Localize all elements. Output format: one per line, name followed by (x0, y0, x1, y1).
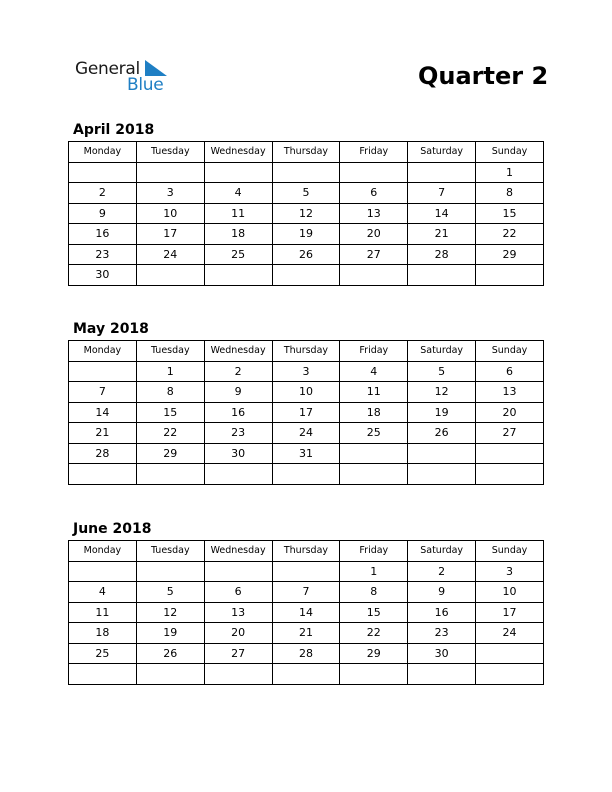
day-cell: 16 (204, 402, 272, 423)
week-row (69, 464, 544, 485)
day-cell (272, 561, 340, 582)
day-cell (136, 464, 204, 485)
day-cell: 1 (476, 162, 544, 183)
day-cell: 26 (136, 643, 204, 664)
calendar-table (68, 540, 544, 685)
day-cell: 11 (340, 382, 408, 403)
day-cell: 29 (476, 244, 544, 265)
day-cell: 6 (340, 183, 408, 204)
day-cell (69, 361, 137, 382)
month-title: June 2018 (73, 521, 152, 537)
weekday-header-row (69, 341, 544, 362)
day-cell: 27 (476, 423, 544, 444)
day-cell (204, 664, 272, 685)
day-cell (136, 664, 204, 685)
day-cell: 17 (272, 402, 340, 423)
day-cell: 9 (204, 382, 272, 403)
day-cell: 22 (340, 623, 408, 644)
day-cell: 25 (204, 244, 272, 265)
day-cell: 11 (69, 602, 137, 623)
day-cell: 23 (69, 244, 137, 265)
day-cell (476, 664, 544, 685)
day-cell: 30 (69, 265, 137, 286)
day-cell (204, 561, 272, 582)
day-cell: 13 (476, 382, 544, 403)
day-cell: 20 (204, 623, 272, 644)
day-cell: 3 (136, 183, 204, 204)
week-row (69, 162, 544, 183)
week-row (69, 183, 544, 204)
weekday-header: Saturday (408, 142, 476, 163)
weekday-header: Wednesday (204, 142, 272, 163)
weekday-header: Monday (69, 142, 137, 163)
day-cell (476, 443, 544, 464)
day-cell: 13 (204, 602, 272, 623)
day-cell (476, 643, 544, 664)
weekday-header: Wednesday (204, 341, 272, 362)
day-cell: 17 (136, 224, 204, 245)
day-cell: 10 (476, 582, 544, 603)
week-row (69, 265, 544, 286)
day-cell: 3 (476, 561, 544, 582)
day-cell: 29 (136, 443, 204, 464)
weekday-header: Saturday (408, 541, 476, 562)
day-cell: 24 (476, 623, 544, 644)
logo-text-general: General (75, 59, 140, 79)
day-cell: 24 (136, 244, 204, 265)
day-cell (204, 464, 272, 485)
week-row (69, 582, 544, 603)
week-row (69, 361, 544, 382)
weekday-header: Thursday (272, 541, 340, 562)
day-cell: 4 (340, 361, 408, 382)
weekday-header: Tuesday (136, 541, 204, 562)
day-cell: 6 (476, 361, 544, 382)
day-cell (408, 162, 476, 183)
day-cell: 27 (204, 643, 272, 664)
day-cell: 31 (272, 443, 340, 464)
day-cell: 3 (272, 361, 340, 382)
week-row (69, 402, 544, 423)
day-cell: 28 (408, 244, 476, 265)
day-cell (340, 265, 408, 286)
weekday-header: Saturday (408, 341, 476, 362)
weekday-header: Friday (340, 142, 408, 163)
day-cell: 23 (408, 623, 476, 644)
day-cell: 1 (136, 361, 204, 382)
day-cell: 5 (408, 361, 476, 382)
week-row (69, 664, 544, 685)
day-cell: 10 (272, 382, 340, 403)
day-cell (340, 443, 408, 464)
day-cell: 28 (69, 443, 137, 464)
page-title: Quarter 2 (418, 62, 549, 90)
day-cell: 4 (204, 183, 272, 204)
weekday-header: Wednesday (204, 541, 272, 562)
day-cell: 7 (408, 183, 476, 204)
weekday-header-row (69, 142, 544, 163)
day-cell (69, 464, 137, 485)
generalblue-logo (75, 57, 175, 93)
day-cell: 5 (136, 582, 204, 603)
day-cell: 8 (476, 183, 544, 204)
day-cell: 30 (204, 443, 272, 464)
weekday-header: Monday (69, 541, 137, 562)
day-cell: 10 (136, 203, 204, 224)
day-cell (136, 162, 204, 183)
day-cell (69, 162, 137, 183)
weekday-header: Friday (340, 541, 408, 562)
week-row (69, 203, 544, 224)
weekday-header-row (69, 541, 544, 562)
day-cell: 16 (408, 602, 476, 623)
day-cell: 26 (408, 423, 476, 444)
month-title: May 2018 (73, 321, 149, 337)
day-cell: 2 (204, 361, 272, 382)
day-cell (340, 162, 408, 183)
day-cell: 28 (272, 643, 340, 664)
day-cell (340, 664, 408, 685)
day-cell (136, 561, 204, 582)
month-june (68, 518, 544, 685)
week-row (69, 423, 544, 444)
day-cell: 15 (136, 402, 204, 423)
weekday-header: Sunday (476, 541, 544, 562)
day-cell (408, 664, 476, 685)
weekday-header: Tuesday (136, 142, 204, 163)
day-cell: 12 (408, 382, 476, 403)
day-cell (69, 561, 137, 582)
day-cell: 12 (136, 602, 204, 623)
calendar-table (68, 141, 544, 286)
day-cell (204, 162, 272, 183)
week-row (69, 561, 544, 582)
day-cell: 22 (136, 423, 204, 444)
day-cell (340, 464, 408, 485)
day-cell: 20 (476, 402, 544, 423)
day-cell: 18 (69, 623, 137, 644)
day-cell: 22 (476, 224, 544, 245)
day-cell: 30 (408, 643, 476, 664)
day-cell: 15 (340, 602, 408, 623)
week-row (69, 224, 544, 245)
day-cell: 7 (69, 382, 137, 403)
day-cell: 14 (272, 602, 340, 623)
day-cell: 19 (272, 224, 340, 245)
month-may (68, 318, 544, 485)
day-cell: 20 (340, 224, 408, 245)
day-cell: 9 (69, 203, 137, 224)
weekday-header: Thursday (272, 341, 340, 362)
calendar-table (68, 340, 544, 485)
day-cell: 23 (204, 423, 272, 444)
day-cell: 14 (69, 402, 137, 423)
day-cell: 2 (69, 183, 137, 204)
day-cell: 7 (272, 582, 340, 603)
weekday-header: Sunday (476, 341, 544, 362)
day-cell: 8 (340, 582, 408, 603)
day-cell (408, 443, 476, 464)
day-cell: 29 (340, 643, 408, 664)
day-cell: 1 (340, 561, 408, 582)
day-cell: 27 (340, 244, 408, 265)
logo-text-blue: Blue (127, 75, 164, 95)
day-cell: 25 (69, 643, 137, 664)
weekday-header: Monday (69, 341, 137, 362)
weekday-header: Friday (340, 341, 408, 362)
day-cell (204, 265, 272, 286)
day-cell (136, 265, 204, 286)
day-cell: 21 (272, 623, 340, 644)
day-cell: 17 (476, 602, 544, 623)
day-cell: 21 (408, 224, 476, 245)
week-row (69, 602, 544, 623)
day-cell: 4 (69, 582, 137, 603)
day-cell (408, 464, 476, 485)
weekday-header: Sunday (476, 142, 544, 163)
day-cell: 25 (340, 423, 408, 444)
month-april (68, 119, 544, 286)
day-cell: 21 (69, 423, 137, 444)
day-cell (272, 464, 340, 485)
day-cell (272, 664, 340, 685)
day-cell: 16 (69, 224, 137, 245)
day-cell: 14 (408, 203, 476, 224)
day-cell (69, 664, 137, 685)
month-title: April 2018 (73, 122, 155, 138)
day-cell (272, 265, 340, 286)
day-cell: 11 (204, 203, 272, 224)
day-cell (272, 162, 340, 183)
week-row (69, 382, 544, 403)
weekday-header: Tuesday (136, 341, 204, 362)
week-row (69, 443, 544, 464)
day-cell: 5 (272, 183, 340, 204)
day-cell: 12 (272, 203, 340, 224)
day-cell: 24 (272, 423, 340, 444)
day-cell (476, 265, 544, 286)
day-cell: 19 (136, 623, 204, 644)
day-cell: 8 (136, 382, 204, 403)
day-cell: 13 (340, 203, 408, 224)
weekday-header: Thursday (272, 142, 340, 163)
day-cell: 18 (204, 224, 272, 245)
day-cell: 18 (340, 402, 408, 423)
day-cell: 2 (408, 561, 476, 582)
week-row (69, 623, 544, 644)
day-cell (408, 265, 476, 286)
day-cell: 6 (204, 582, 272, 603)
day-cell: 19 (408, 402, 476, 423)
week-row (69, 643, 544, 664)
day-cell: 15 (476, 203, 544, 224)
week-row (69, 244, 544, 265)
day-cell: 26 (272, 244, 340, 265)
day-cell: 9 (408, 582, 476, 603)
day-cell (476, 464, 544, 485)
